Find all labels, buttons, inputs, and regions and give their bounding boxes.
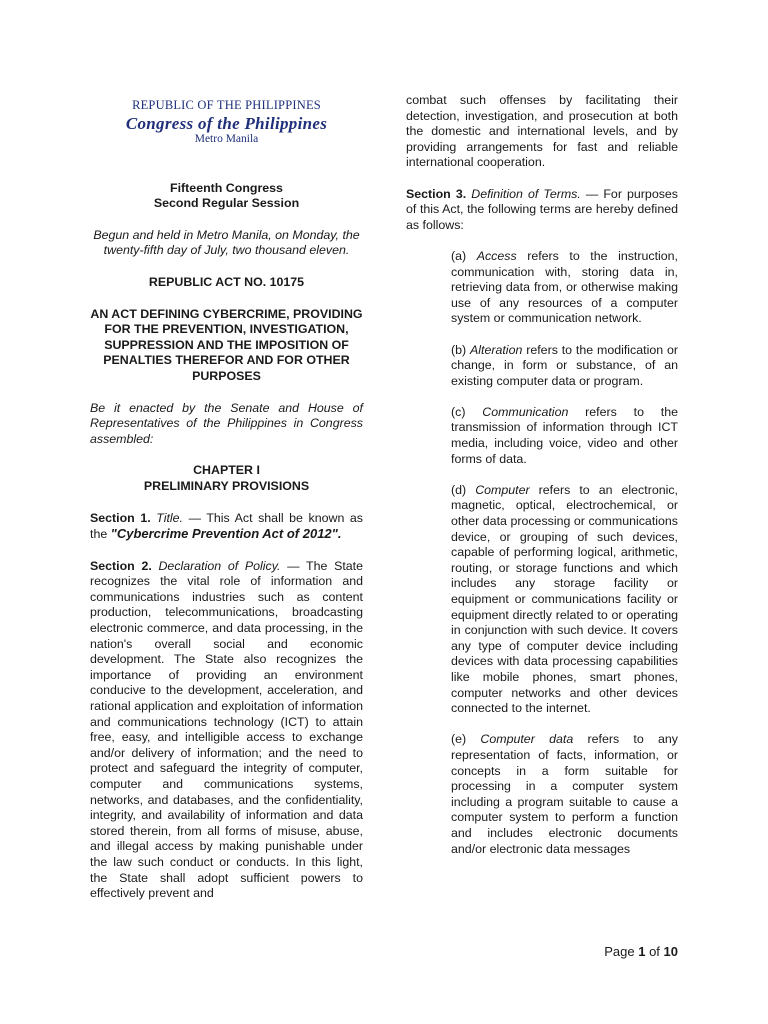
- section-1: [90, 511, 363, 543]
- definition-term: Computer: [475, 482, 530, 497]
- section-2-label: Section 2.: [90, 558, 152, 573]
- section-3-label: Section 3.: [406, 186, 467, 201]
- session-name: Second Regular Session: [153, 196, 300, 211]
- definition-communication: [451, 405, 678, 467]
- definition-prefix: (c): [451, 404, 483, 419]
- right-column: [406, 93, 678, 873]
- page-label: Page: [604, 944, 635, 959]
- page-number: 1: [638, 944, 646, 959]
- section-1-heading: Title.: [156, 510, 183, 525]
- section-2-continued: combat such offenses by facilitating their detection, investigation, and prosecution at both the domestic and international levels, and by providing arrangements for fast and reliable international cooperation.: [406, 93, 678, 170]
- definition-term: Access: [476, 248, 517, 263]
- section-1-text: — This Act shall be known as the: [90, 510, 363, 542]
- left-column: [90, 98, 363, 902]
- definition-text: refers to an electronic, magnetic, optical, electrochemical, or other data processing or communications device, or grouping of such devices, capable of performing logical, arithmetic, routing, or storage functions and which includes any storage facility or equipment or communications facility or equipment directly related to or operating in conjunction with such device. It covers any type of computer device including devices with data processing capabilities like mobile phones, smart phones, computer networks and other devices connected to the internet.: [451, 482, 678, 716]
- definition-text: refers to the modification or change, in form or substance, of an existing computer data or program.: [451, 342, 678, 388]
- section-2: [90, 559, 363, 902]
- definition-term: Computer data: [480, 732, 574, 747]
- enacting-clause: Be it enacted by the Senate and House of Representatives of the Philippines in Congress assembled:: [90, 400, 363, 446]
- definition-computer: [451, 483, 678, 717]
- letterhead-congress: Congress of the Philippines: [125, 113, 328, 133]
- letterhead-location: Metro Manila: [194, 132, 259, 145]
- definition-access: [451, 249, 678, 327]
- chapter-heading: [90, 463, 363, 494]
- definition-prefix: (e): [451, 732, 481, 747]
- of-label: of: [649, 944, 660, 959]
- chapter-number: CHAPTER I: [193, 463, 260, 478]
- definition-term: Communication: [482, 404, 569, 419]
- page-footer: [604, 944, 678, 959]
- definition-text: refers to the instruction, communication with, storing data in, retrieving data from, or otherwise making use of any resources of a computer system or communication network.: [451, 248, 678, 326]
- chapter-name: PRELIMINARY PROVISIONS: [143, 478, 310, 493]
- definition-prefix: (b): [451, 342, 470, 357]
- definition-text: refers to any representation of facts, information, or concepts in a form suitable for processing in a computer system including a program suitable to cause a computer system to perform a function and includes electronic documents and/or electronic data messages: [451, 732, 679, 856]
- section-2-heading: Declaration of Policy.: [158, 558, 281, 573]
- letterhead-republic: REPUBLIC OF THE PHILIPPINES: [132, 98, 321, 112]
- section-3-heading: Definition of Terms.: [471, 186, 581, 201]
- section-2-text: — The State recognizes the vital role of information and communications industries such as content production, telecommunications, broadcasting electronic commerce, and data processing, in the nation's overall social and economic development. The State also recognizes the importance of providing an environment conducive to the development, acceleration, and rational application and exploitation of information and communications technology (ICT) to attain free, easy, and intelligible access to exchange and/or delivery of information; and the need to protect and safeguard the integrity of computer, computer and communications systems, networks, and databases, and the confidentiality, integrity, and availability of information and data stored therein, from all forms of misuse, abuse, and illegal access by making punishable under the law such conduct or conducts. In this light, the State shall adopt sufficient powers to effectively prevent and: [90, 558, 364, 901]
- definition-alteration: [451, 343, 678, 390]
- definition-prefix: (d): [451, 482, 476, 497]
- republic-act-number: REPUBLIC ACT NO. 10175: [148, 274, 305, 289]
- section-1-short-title: "Cybercrime Prevention Act of 2012".: [110, 526, 342, 542]
- definition-term: Alteration: [470, 342, 523, 357]
- section-3-text: — For purposes of this Act, the following terms are hereby defined as follows:: [406, 186, 678, 232]
- definition-text: refers to the transmission of information through ICT media, including voice, video and other forms of data.: [451, 404, 679, 466]
- total-pages: 10: [663, 944, 678, 959]
- letterhead: [90, 98, 363, 146]
- definition-computer-data: [451, 732, 678, 857]
- congress-session: [90, 181, 363, 212]
- section-3: [406, 187, 678, 234]
- definitions-list: [406, 249, 678, 857]
- definition-prefix: (a): [451, 248, 477, 263]
- section-1-label: Section 1.: [90, 510, 151, 525]
- begun-statement: Begun and held in Metro Manila, on Monday, the twenty-fifth day of July, two thousand eleven.: [93, 227, 360, 258]
- act-title: AN ACT DEFINING CYBERCRIME, PROVIDING FOR THE PREVENTION, INVESTIGATION, SUPPRESSION AND THE IMPOSITION OF PENALTIES THEREFOR AND FOR OTHER PURPOSES: [90, 306, 363, 383]
- congress-number: Fifteenth Congress: [170, 180, 283, 195]
